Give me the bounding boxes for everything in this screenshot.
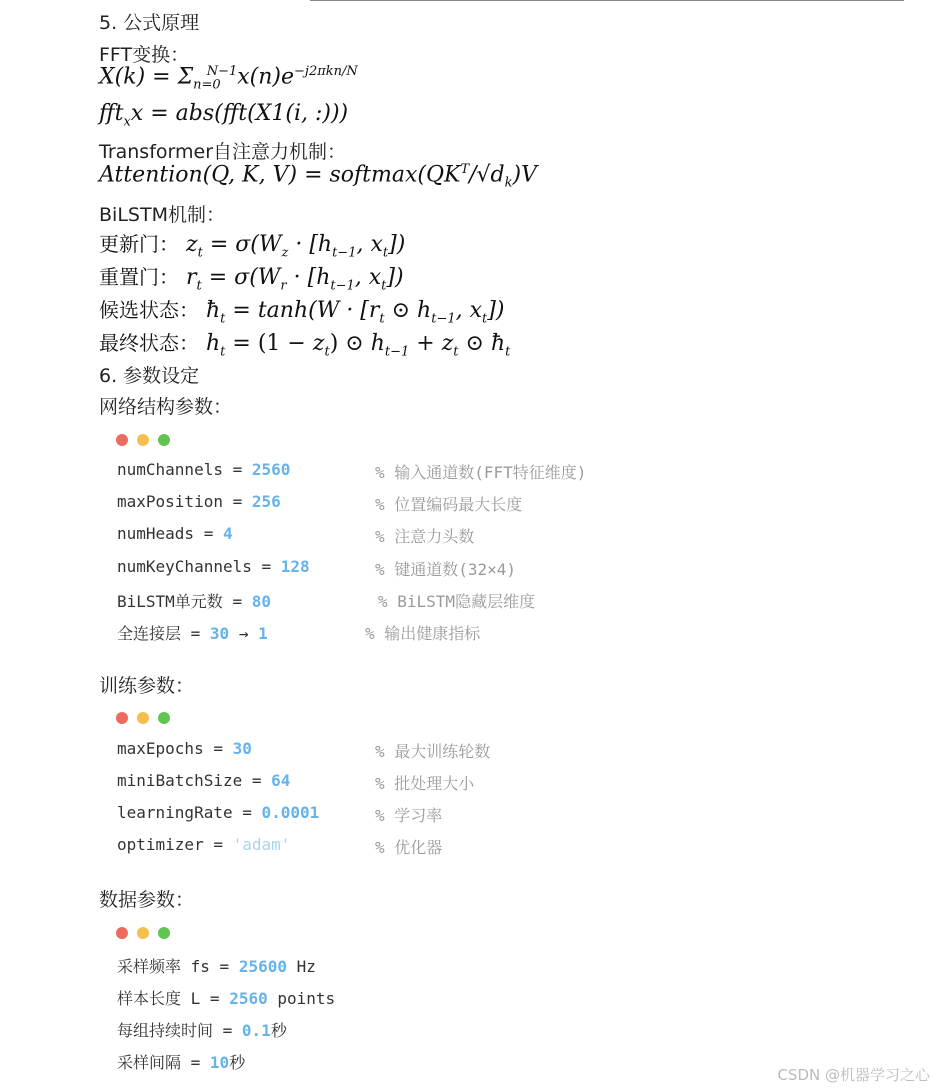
param-equals: = (209, 957, 239, 976)
maximize-dot-icon (158, 712, 170, 724)
maximize-dot-icon (158, 927, 170, 939)
param-equals: = (213, 1021, 242, 1040)
minimize-dot-icon (137, 712, 149, 724)
param-unit: 秒 (229, 1053, 246, 1072)
param-equals: = (222, 591, 252, 611)
param-unit: 秒 (270, 1021, 287, 1040)
param-name: 采样间隔 (117, 1053, 182, 1072)
param-comment: % 位置编码最大长度 (375, 495, 523, 515)
code-line (117, 739, 252, 758)
param-equals: = (242, 771, 272, 790)
update-gate-label: 更新门： (99, 232, 179, 256)
param-value: 4 (222, 524, 233, 544)
attention-formula: Attention(Q, K, $V) = softmax(QK^T/√d_k)V$ (99, 162, 538, 191)
close-dot-icon (116, 434, 128, 446)
param-comment: % 输入通道数(FFT特征维度) (375, 463, 587, 482)
net-params-heading: 网络结构参数： (99, 396, 233, 418)
param-equals: = (194, 524, 223, 544)
param-comment: % 学习率 (375, 806, 443, 825)
param-value-2: 1 (258, 624, 268, 643)
data-params-heading: 数据参数： (99, 889, 195, 911)
final-state-formula: 最终状态： $h_t = (1 - z_t)$ ⊙ $h_{t-1} + z_t$ ⊙ $ħ_t$ (99, 331, 511, 360)
param-value: 80 (251, 591, 271, 611)
code-line (117, 492, 281, 511)
code-line (117, 621, 268, 644)
param-name: 每组持续时间 (117, 1021, 214, 1040)
param-comment: % BiLSTM隐藏层维度 (378, 591, 536, 611)
fft-abs-formula: fft$_x$x = abs(fft(X1(i, :))) (99, 101, 349, 130)
code-line (117, 771, 290, 790)
watermark: CSDN @机器学习之心 (777, 1066, 930, 1084)
minimize-dot-icon (137, 927, 149, 939)
param-value: 0.0001 (261, 803, 320, 822)
param-equals: = (200, 989, 230, 1008)
code-line (117, 986, 335, 1009)
param-equals: = (181, 1053, 210, 1072)
code-line (117, 1050, 245, 1073)
param-arrow: → (229, 624, 259, 643)
code-line (117, 803, 319, 822)
update-gate-formula: 更新门： $z_t = \sigma(W_z \cdot [h_{t-1}$, $x_t$]) (99, 232, 406, 261)
param-equals: = (222, 492, 252, 512)
code-line (117, 524, 233, 543)
code-line (117, 1018, 287, 1041)
param-unit: points (267, 989, 336, 1008)
param-comment: % 优化器 (375, 838, 443, 857)
code-line (117, 954, 316, 977)
param-equals: = (203, 835, 233, 854)
fft-formula: $X(k) = \Sigma_{n=0}^{N-1}x(n)e^{-j2\pi kn/N}$ (99, 64, 358, 93)
close-dot-icon (116, 712, 128, 724)
code-line (117, 835, 290, 854)
param-name: learningRate (117, 803, 233, 822)
param-value: 30 (209, 624, 230, 643)
param-equals: = (203, 739, 233, 758)
param-value: 256 (251, 492, 281, 512)
code-line (117, 589, 271, 612)
param-value: 128 (280, 556, 310, 576)
minimize-dot-icon (137, 434, 149, 446)
param-name: numChannels (117, 460, 223, 479)
code-window-dots (116, 431, 179, 445)
param-equals: = (222, 460, 252, 479)
param-comment: % 批处理大小 (375, 774, 475, 793)
train-params-heading: 训练参数： (99, 675, 195, 697)
param-comment: % 最大训练轮数 (375, 742, 491, 761)
top-divider (310, 0, 904, 1)
param-unit: Hz (286, 957, 316, 976)
transformer-heading: Transformer自注意力机制： (99, 141, 347, 163)
param-value: 64 (271, 771, 291, 790)
param-name: BiLSTM单元数 (117, 591, 223, 611)
param-name: numHeads (117, 524, 195, 544)
param-name: maxEpochs (117, 739, 204, 758)
reset-gate-label: 重置门： (99, 265, 179, 289)
code-line (117, 460, 290, 479)
reset-gate-formula: 重置门： $r_t = \sigma(W_r \cdot [h_{t-1}$, $x_t$]) (99, 265, 404, 294)
close-dot-icon (116, 927, 128, 939)
section-5-heading: 5. 公式原理 (99, 12, 200, 34)
param-comment: % 注意力头数 (375, 527, 475, 547)
section-6-heading: 6. 参数设定 (99, 365, 200, 387)
param-value: 0.1 (241, 1021, 271, 1040)
bilstm-heading: BiLSTM机制： (99, 204, 225, 226)
param-name: 全连接层 (117, 624, 182, 643)
param-name: 样本长度 L (117, 989, 201, 1008)
candidate-state-label: 候选状态： (99, 298, 199, 322)
final-state-label: 最终状态： (99, 331, 199, 355)
param-value: 2560 (229, 989, 268, 1008)
param-equals: = (232, 803, 262, 822)
param-equals: = (181, 624, 210, 643)
param-name: optimizer (117, 835, 204, 854)
param-comment: % 输出健康指标 (365, 624, 481, 643)
param-value: 2560 (251, 460, 291, 479)
code-window-dots (116, 924, 179, 938)
maximize-dot-icon (158, 434, 170, 446)
param-name: miniBatchSize (117, 771, 243, 790)
param-equals: = (251, 556, 281, 576)
param-value: 25600 (238, 957, 287, 976)
code-line (117, 557, 310, 576)
param-name: 采样频率 fs (117, 957, 210, 976)
fft-heading: FFT变换： (99, 44, 190, 66)
param-name: numKeyChannels (117, 556, 252, 576)
param-name: maxPosition (117, 492, 223, 512)
param-value: 30 (232, 739, 252, 758)
code-window-dots (116, 709, 179, 723)
candidate-state-formula: 候选状态： $ħ_t = \tanh(W \cdot [r_t$ ⊙ $h_{t-1}$, $x_t$]) (99, 298, 505, 327)
param-value: 10 (209, 1053, 230, 1072)
param-comment: % 键通道数(32×4) (375, 559, 517, 579)
param-value: 'adam' (232, 835, 291, 854)
